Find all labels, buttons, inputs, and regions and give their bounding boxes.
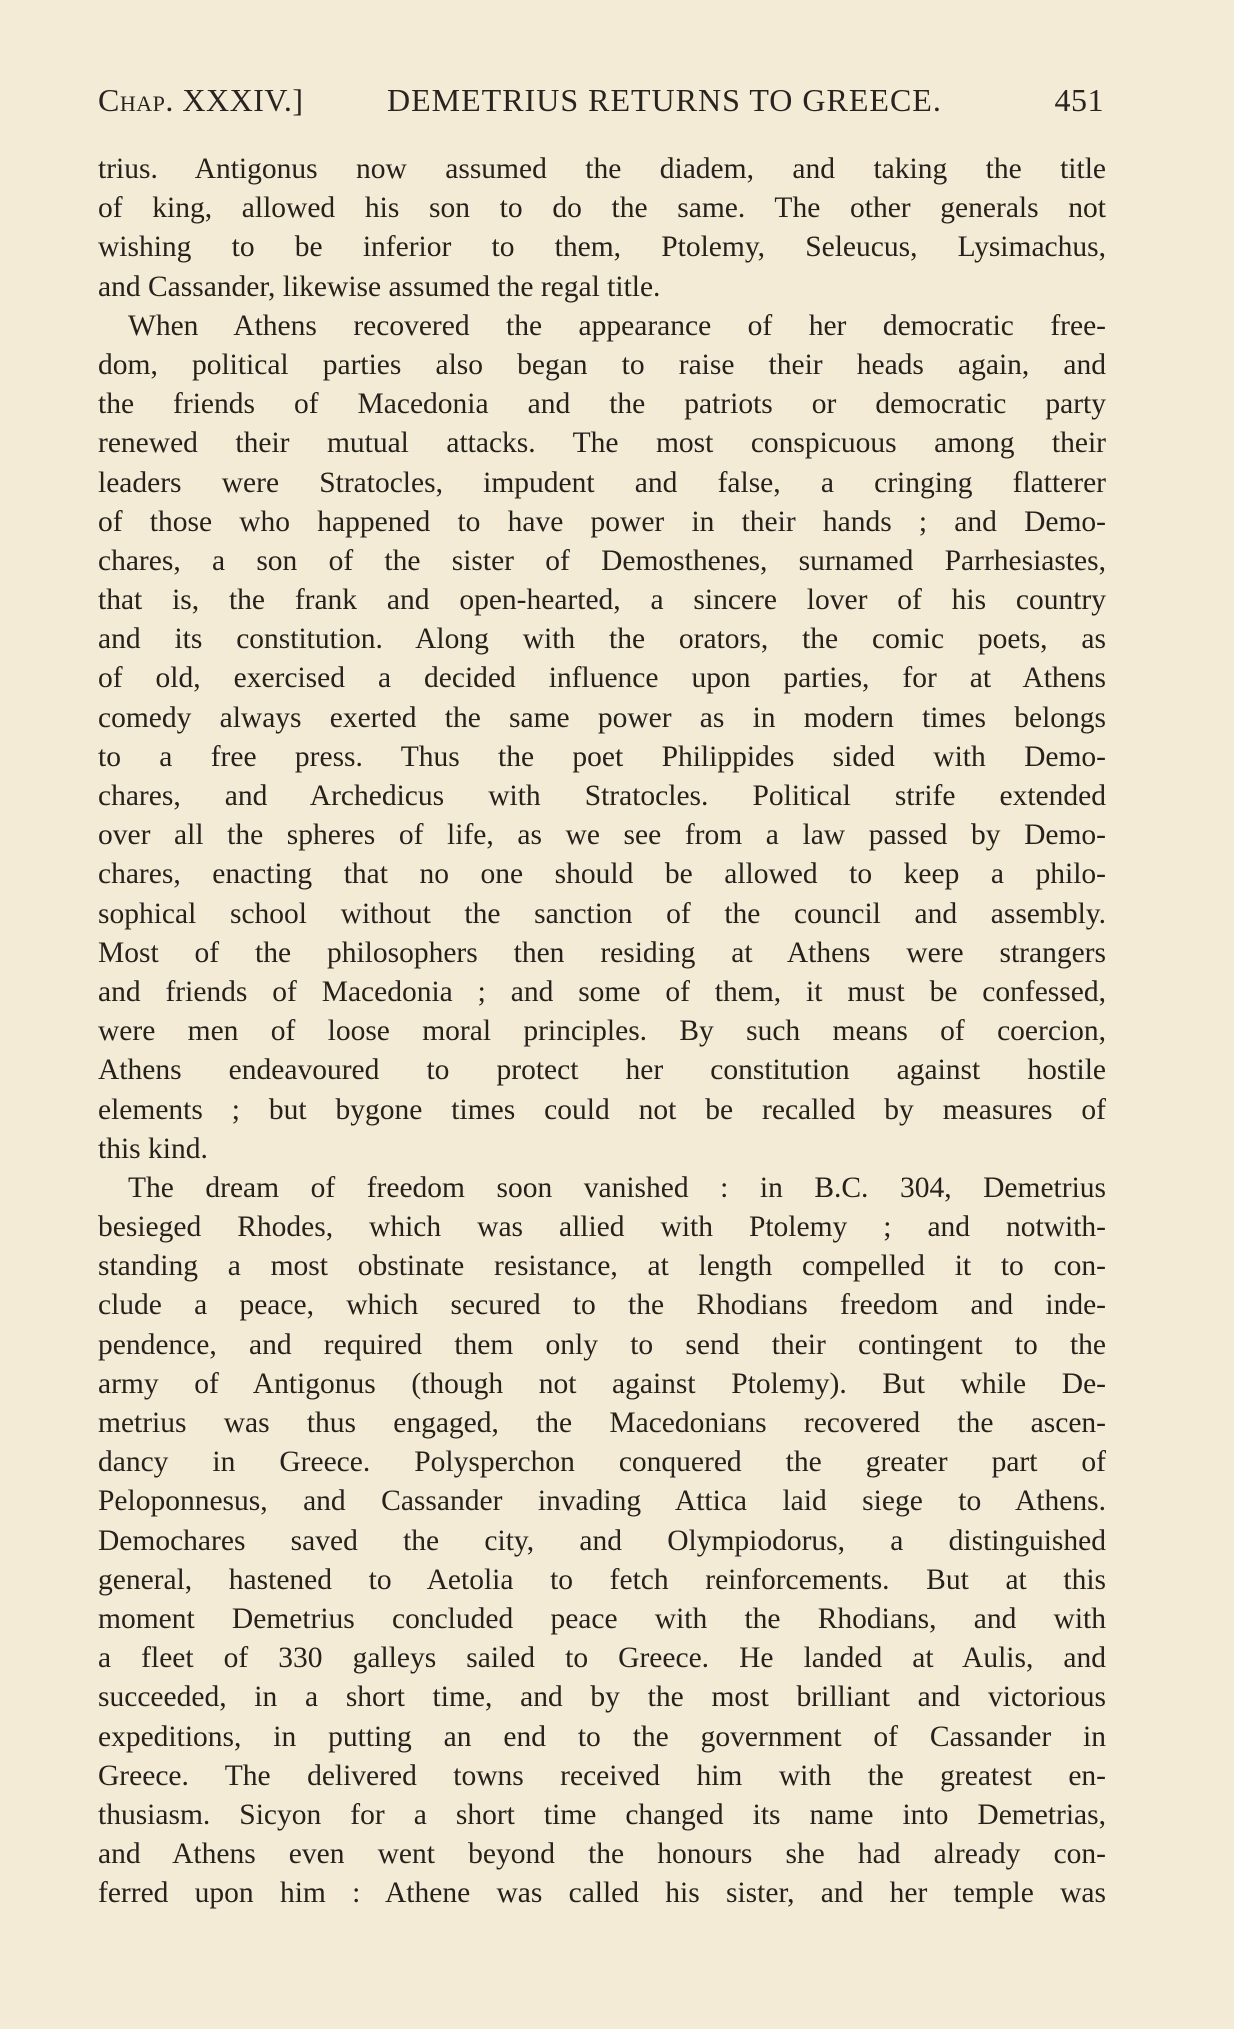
text-line: chares, a son of the sister of Demosthenes, surnamed Parrhesiastes, bbox=[98, 544, 1106, 577]
chapter-label bbox=[98, 82, 303, 119]
text-line: the friends of Macedonia and the patriots or democratic party bbox=[98, 388, 1106, 421]
text-line: comedy always exerted the same power as in modern times belongs bbox=[98, 701, 1106, 734]
text-line: expeditions, in putting an end to the government of Cassander in bbox=[98, 1720, 1106, 1753]
text-line: chares, and Archedicus with Stratocles. Political strife extended bbox=[98, 780, 1106, 812]
text-line: metrius was thus engaged, the Macedonians recovered the ascen- bbox=[98, 1407, 1106, 1439]
text-line: thusiasm. Sicyon for a short time changed its name into Demetrias, bbox=[98, 1798, 1106, 1831]
text-line: this kind. bbox=[98, 1132, 208, 1165]
chapter-number: XXXIV.] bbox=[182, 82, 304, 118]
text-line: elements ; but bygone times could not be recalled by measures of bbox=[98, 1093, 1106, 1126]
text-line: and friends of Macedonia ; and some of them, it must be confessed, bbox=[98, 975, 1106, 1008]
text-line: and its constitution. Along with the orators, the comic poets, as bbox=[98, 623, 1106, 656]
text-line: standing a most obstinate resistance, at length compelled it to con- bbox=[98, 1250, 1106, 1283]
page-number: 451 bbox=[1054, 82, 1104, 118]
text-line: general, hastened to Aetolia to fetch reinforcements. But at this bbox=[98, 1563, 1106, 1596]
text-line: leaders were Stratocles, impudent and false, a cringing flatterer bbox=[98, 466, 1106, 499]
text-line: and Cassander, likewise assumed the regal title. bbox=[98, 270, 661, 303]
text-line: The dream of freedom soon vanished : in B.C. 304, Demetrius bbox=[128, 1171, 1106, 1204]
text-line: clude a peace, which secured to the Rhodians freedom and inde- bbox=[98, 1289, 1106, 1322]
text-line: over all the spheres of life, as we see from a law passed by Demo- bbox=[98, 819, 1106, 852]
text-line: trius. Antigonus now assumed the diadem, and taking the title bbox=[98, 153, 1106, 185]
text-line: sophical school without the sanction of the council and assembly. bbox=[98, 897, 1106, 930]
text-line: ferred upon him : Athene was called his sister, and her temple was bbox=[98, 1877, 1106, 1910]
chapter-prefix: Chap. bbox=[98, 82, 183, 118]
text-line: wishing to be inferior to them, Ptolemy, Seleucus, Lysimachus, bbox=[98, 231, 1106, 264]
text-line: dom, political parties also began to raise their heads again, and bbox=[98, 348, 1106, 381]
text-line: that is, the frank and open-hearted, a sincere lover of his country bbox=[98, 584, 1106, 617]
chapter-title: DEMETRIUS RETURNS TO GREECE. bbox=[387, 82, 942, 118]
text-line: When Athens recovered the appearance of her democratic free- bbox=[128, 309, 1106, 342]
text-line: to a free press. Thus the poet Philippides sided with Demo- bbox=[98, 740, 1106, 773]
running-header bbox=[98, 82, 1104, 126]
text-line: army of Antigonus (though not against Ptolemy). But while De- bbox=[98, 1367, 1106, 1400]
text-line: Greece. The delivered towns received him with the greatest en- bbox=[98, 1759, 1106, 1792]
text-line: a fleet of 330 galleys sailed to Greece. He landed at Aulis, and bbox=[98, 1642, 1106, 1675]
body-text bbox=[98, 150, 1106, 1913]
text-line: besieged Rhodes, which was allied with Ptolemy ; and notwith- bbox=[98, 1211, 1106, 1244]
text-line: were men of loose moral principles. By such means of coercion, bbox=[98, 1015, 1106, 1048]
text-line: moment Demetrius concluded peace with the Rhodians, and with bbox=[98, 1602, 1106, 1635]
text-line: Demochares saved the city, and Olympiodorus, a distinguished bbox=[98, 1524, 1106, 1557]
text-line: Most of the philosophers then residing at Athens were strangers bbox=[98, 936, 1106, 969]
text-line: of king, allowed his son to do the same. The other generals not bbox=[98, 192, 1106, 225]
text-line: Athens endeavoured to protect her constitution against hostile bbox=[98, 1054, 1106, 1087]
text-line: pendence, and required them only to send their contingent to the bbox=[98, 1328, 1106, 1361]
text-line: succeeded, in a short time, and by the most brilliant and victorious bbox=[98, 1681, 1106, 1714]
text-line: chares, enacting that no one should be allowed to keep a philo- bbox=[98, 858, 1106, 891]
text-line: renewed their mutual attacks. The most conspicuous among their bbox=[98, 427, 1106, 460]
text-line: of those who happened to have power in their hands ; and Demo- bbox=[98, 505, 1106, 538]
text-line: dancy in Greece. Polysperchon conquered the greater part of bbox=[98, 1446, 1106, 1479]
text-line: and Athens even went beyond the honours she had already con- bbox=[98, 1838, 1106, 1871]
text-line: of old, exercised a decided influence upon parties, for at Athens bbox=[98, 662, 1106, 695]
text-line: Peloponnesus, and Cassander invading Attica laid siege to Athens. bbox=[98, 1485, 1106, 1518]
